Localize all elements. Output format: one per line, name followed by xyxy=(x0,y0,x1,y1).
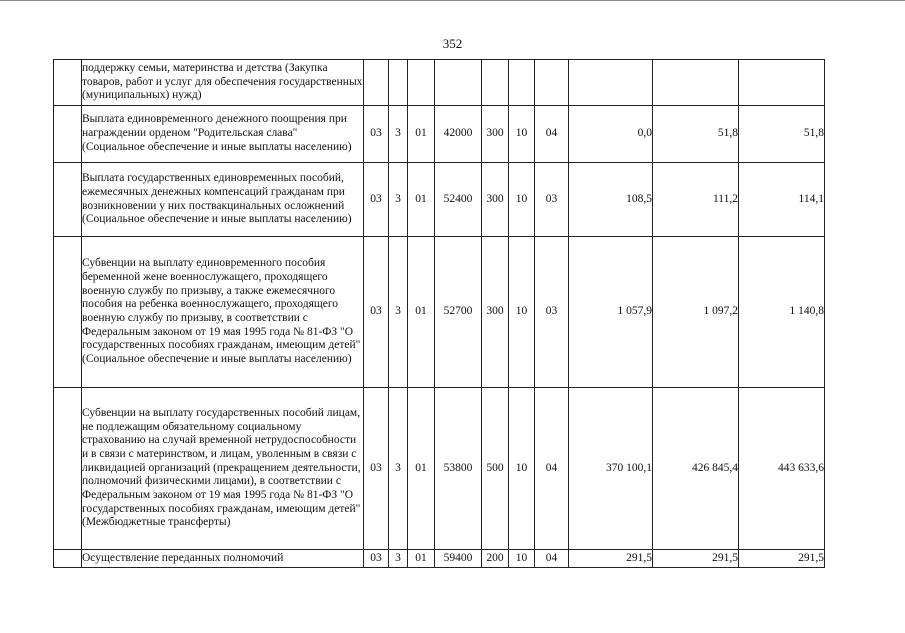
code-cell xyxy=(435,60,482,106)
code-cell: 10 xyxy=(509,106,535,163)
row-description: Субвенции на выплату единовременного пособия беременной жене военнослужащего, проходящего военную службу по призыву, а также ежемесячного пособия на ребенка военнослужащего, проходящего военную службу по призыву, в соответствии с Федеральным законом от 19 мая 1995 года № 81-ФЗ "О государственных пособиях гражданам, имеющим детей" (Социальное обеспечение и иные выплаты населению) xyxy=(82,237,364,388)
row-index-cell xyxy=(54,388,82,550)
amount-cell: 370 100,1 xyxy=(569,388,653,550)
amount-cell: 0,0 xyxy=(569,106,653,163)
amount-cell xyxy=(739,60,825,106)
code-cell: 04 xyxy=(535,106,569,163)
code-cell: 3 xyxy=(389,163,408,237)
code-cell: 42000 xyxy=(435,106,482,163)
table-row xyxy=(54,388,825,550)
code-cell: 53800 xyxy=(435,388,482,550)
code-cell: 03 xyxy=(364,106,389,163)
code-cell: 10 xyxy=(509,388,535,550)
code-cell: 3 xyxy=(389,106,408,163)
code-cell: 500 xyxy=(482,388,509,550)
amount-cell: 114,1 xyxy=(739,163,825,237)
table-row xyxy=(54,60,825,106)
code-cell: 52700 xyxy=(435,237,482,388)
row-description: поддержку семьи, материнства и детства (Закупка товаров, работ и услуг для обеспечения государственных (муниципальных) нужд) xyxy=(82,60,364,106)
row-description: Выплата единовременного денежного поощрения при награждении орденом "Родительская слава" (Социальное обеспечение и иные выплаты населению) xyxy=(82,106,364,163)
code-cell: 01 xyxy=(408,388,435,550)
code-cell: 3 xyxy=(389,237,408,388)
amount-cell: 1 097,2 xyxy=(653,237,739,388)
code-cell: 59400 xyxy=(435,550,482,568)
amount-cell xyxy=(569,60,653,106)
code-cell: 03 xyxy=(364,388,389,550)
code-cell: 300 xyxy=(482,106,509,163)
table-row xyxy=(54,550,825,568)
code-cell xyxy=(535,60,569,106)
code-cell xyxy=(482,60,509,106)
top-edge-line xyxy=(0,0,905,1)
row-index-cell xyxy=(54,550,82,568)
row-description: Выплата государственных единовременных пособий, ежемесячных денежных компенсаций гражданам при возникновении у них поствакцинальных осложнений (Социальное обеспечение и иные выплаты населению) xyxy=(82,163,364,237)
code-cell: 03 xyxy=(364,237,389,388)
code-cell: 03 xyxy=(364,163,389,237)
code-cell: 10 xyxy=(509,237,535,388)
amount-cell: 108,5 xyxy=(569,163,653,237)
code-cell: 300 xyxy=(482,163,509,237)
code-cell: 01 xyxy=(408,550,435,568)
amount-cell: 51,8 xyxy=(653,106,739,163)
code-cell xyxy=(389,60,408,106)
table-row xyxy=(54,163,825,237)
table-row xyxy=(54,106,825,163)
amount-cell: 51,8 xyxy=(739,106,825,163)
code-cell: 10 xyxy=(509,550,535,568)
code-cell xyxy=(509,60,535,106)
row-index-cell xyxy=(54,237,82,388)
code-cell xyxy=(364,60,389,106)
amount-cell: 291,5 xyxy=(739,550,825,568)
code-cell: 3 xyxy=(389,388,408,550)
code-cell xyxy=(408,60,435,106)
amount-cell xyxy=(653,60,739,106)
code-cell: 04 xyxy=(535,550,569,568)
row-index-cell xyxy=(54,106,82,163)
amount-cell: 443 633,6 xyxy=(739,388,825,550)
amount-cell: 111,2 xyxy=(653,163,739,237)
code-cell: 03 xyxy=(535,163,569,237)
row-description: Осуществление переданных полномочий xyxy=(82,550,364,568)
code-cell: 01 xyxy=(408,163,435,237)
page-number: 352 xyxy=(442,36,463,51)
budget-table xyxy=(53,59,825,568)
amount-cell: 291,5 xyxy=(569,550,653,568)
code-cell: 10 xyxy=(509,163,535,237)
code-cell: 03 xyxy=(535,237,569,388)
code-cell: 01 xyxy=(408,106,435,163)
code-cell: 300 xyxy=(482,237,509,388)
code-cell: 03 xyxy=(364,550,389,568)
amount-cell: 1 057,9 xyxy=(569,237,653,388)
code-cell: 01 xyxy=(408,237,435,388)
code-cell: 3 xyxy=(389,550,408,568)
amount-cell: 291,5 xyxy=(653,550,739,568)
amount-cell: 426 845,4 xyxy=(653,388,739,550)
code-cell: 200 xyxy=(482,550,509,568)
code-cell: 52400 xyxy=(435,163,482,237)
row-description: Субвенции на выплату государственных пособий лицам, не подлежащим обязательному социальному страхованию на случай временной нетрудоспособности и в связи с материнством, и лицам, уволенным в связи с ликвидацией организаций (прекращением деятельности, полномочий физическими лицами), в соответствии с Федеральным законом от 19 мая 1995 года № 81-ФЗ "О государственных пособиях гражданам, имеющим детей" (Межбюджетные трансферты) xyxy=(82,388,364,550)
table-row xyxy=(54,237,825,388)
row-index-cell xyxy=(54,60,82,106)
row-index-cell xyxy=(54,163,82,237)
amount-cell: 1 140,8 xyxy=(739,237,825,388)
code-cell: 04 xyxy=(535,388,569,550)
